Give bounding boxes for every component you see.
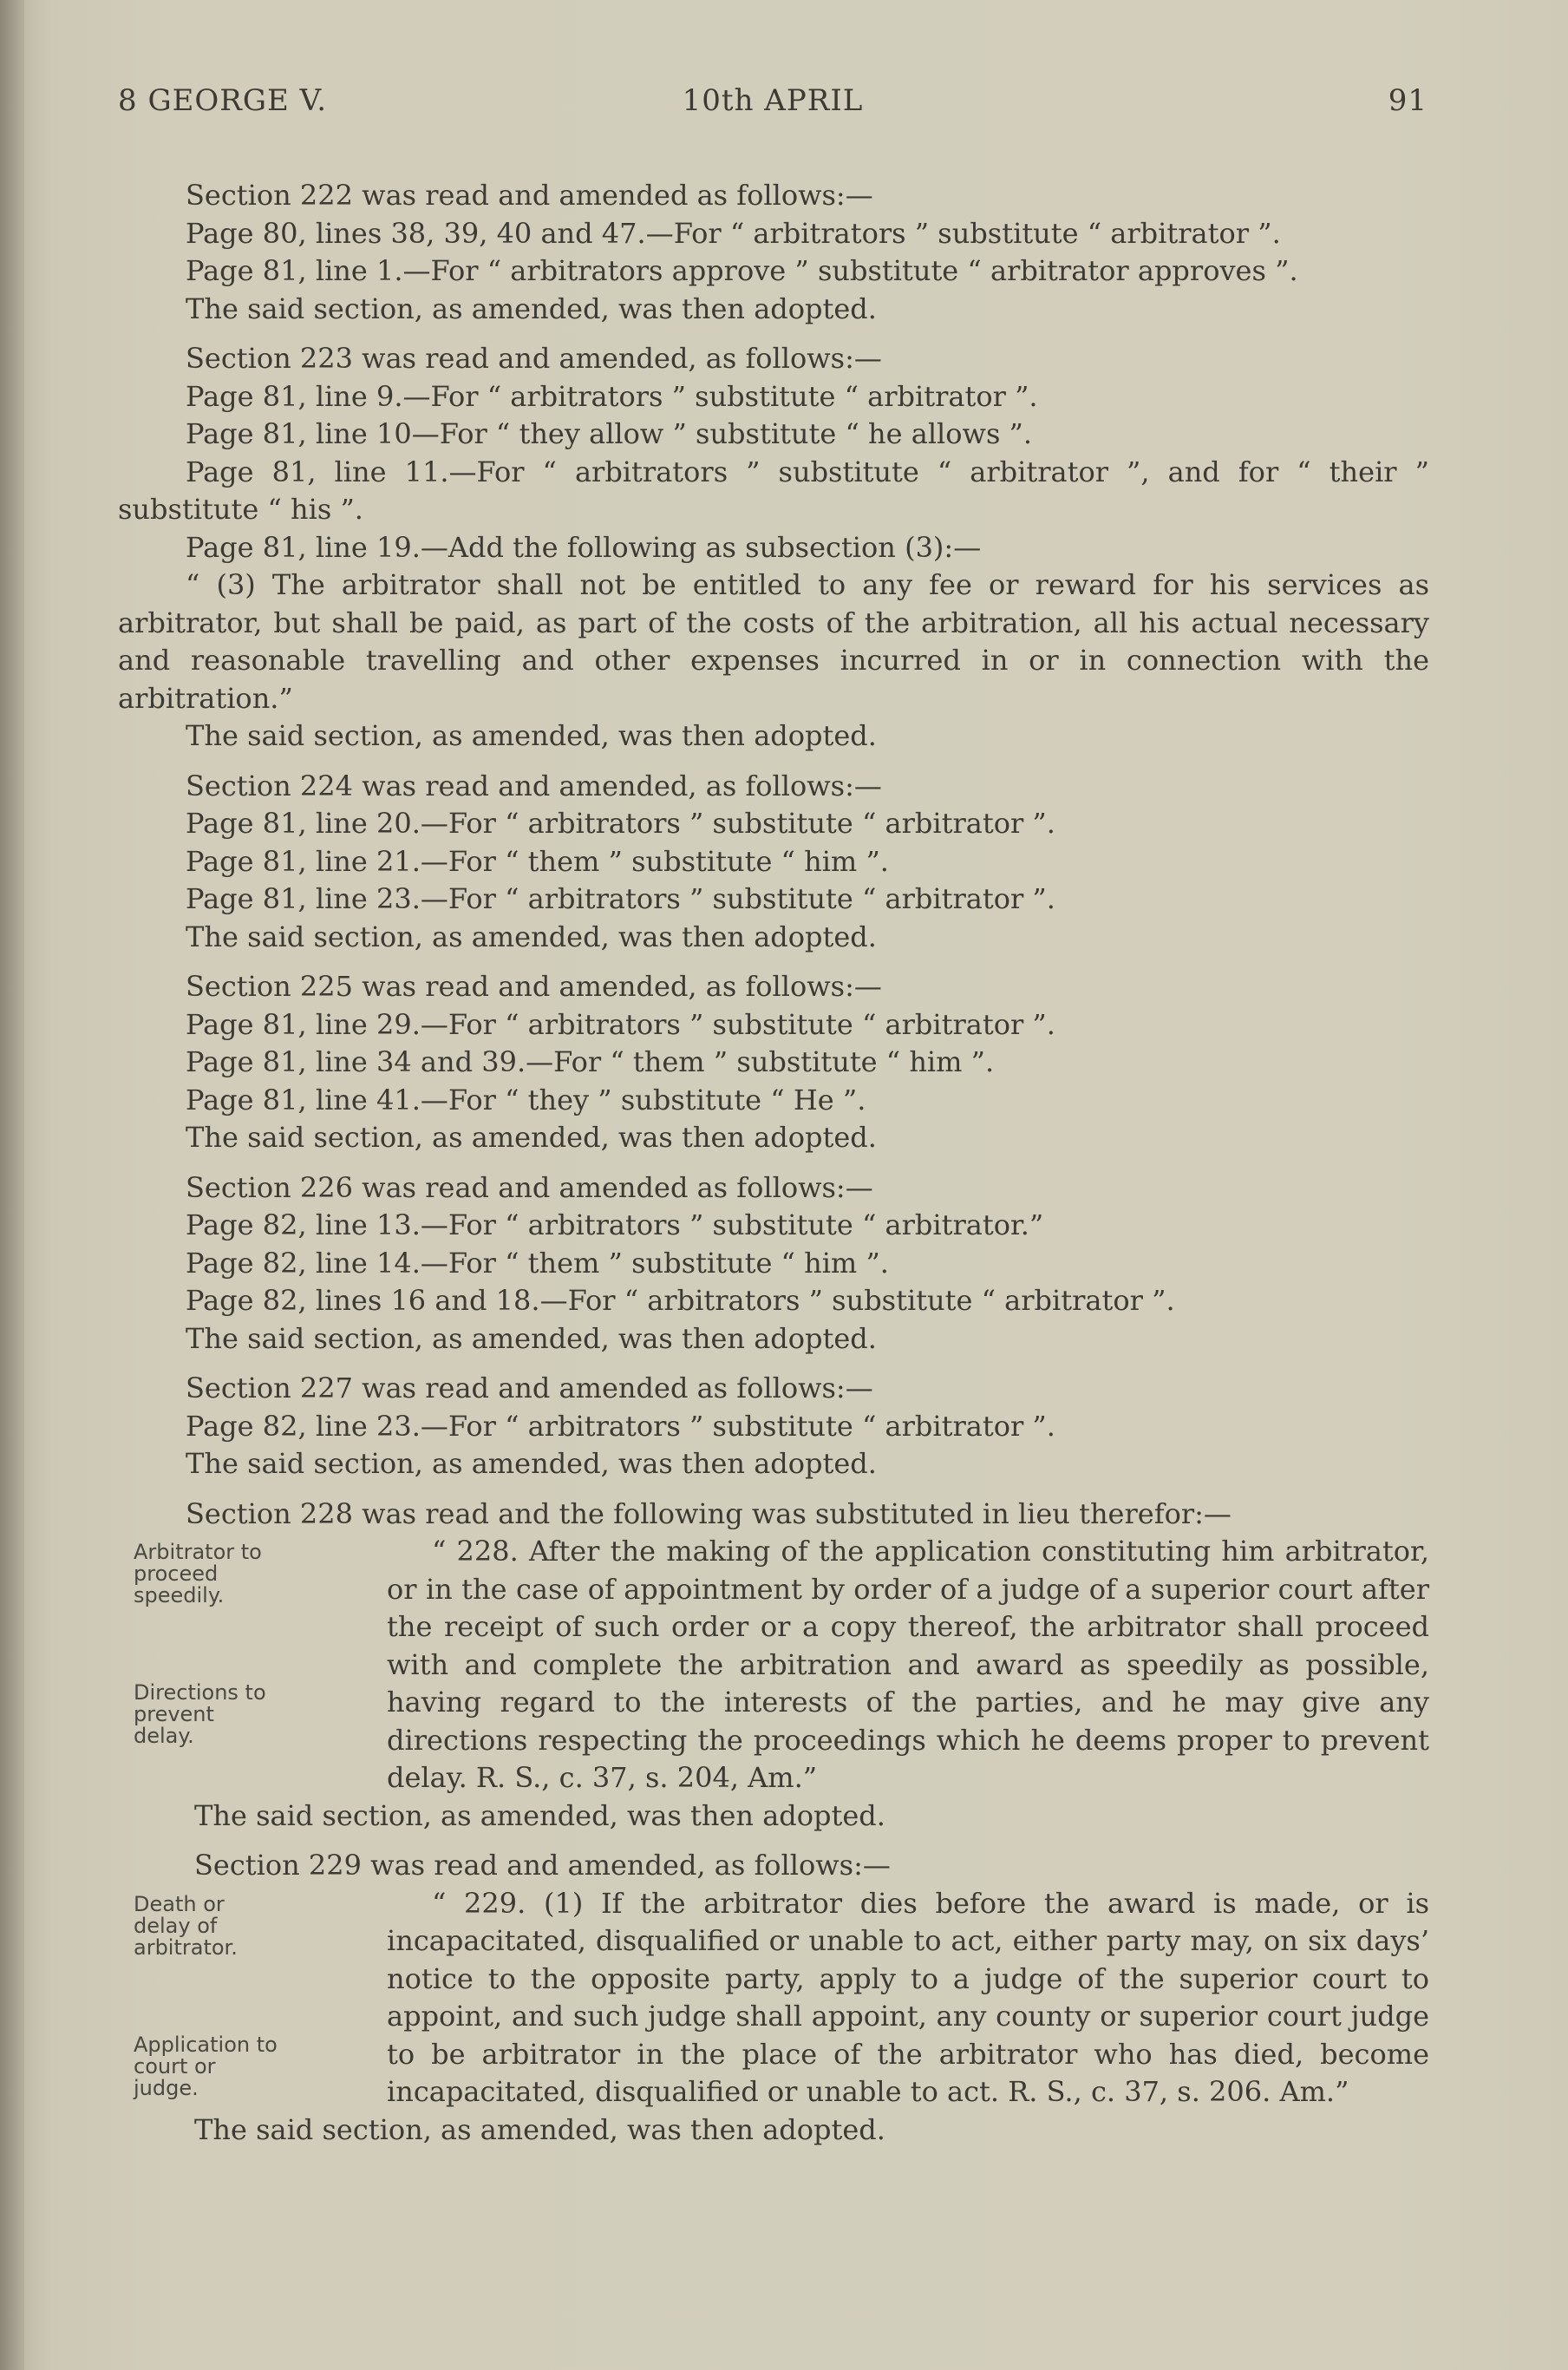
header-regnal-year: 8 GEORGE V. [118,83,328,118]
section-228-block [118,1533,1429,1797]
section-229-intro: Section 229 was read and amended, as follows:— [194,1849,891,1882]
section-228-substituted-text: “ 228. After the making of the application constituting him arbitrator, or in the case of appointment by order of a judge of a superior court after the receipt of such order or a copy thereof, the arbitrator shall proceed with and complete the arbitration and award as speedily as possible, having regard to the interests of the parties, and he may give any directions respecting the proceedings which he deems proper to prevent delay. R. S., c. 37, s. 204, Am.” [387,1535,1429,1794]
running-header [118,83,1428,127]
page-body [118,177,1429,2149]
section-223-amendment: Page 81, line 9.—For “ arbitrators ” substitute “ arbitrator ”. [186,379,1038,413]
section-226-amendment: Page 82, line 13.—For “ arbitrators ” substitute “ arbitrator.” [186,1208,1044,1241]
section-224-amendment: Page 81, line 23.—For “ arbitrators ” substitute “ arbitrator ”. [186,882,1055,915]
header-date: 10th APRIL [682,83,864,118]
section-223-amendment: Page 81, line 10—For “ they allow ” substitute “ he allows ”. [186,417,1033,450]
section-224-adopted: The said section, as amended, was then adopted. [186,920,877,953]
section-224-amendment: Page 81, line 21.—For “ them ” substitute “ him ”. [186,844,889,878]
section-226-amendment: Page 82, line 14.—For “ them ” substitute “ him ”. [186,1246,889,1280]
section-226-adopted: The said section, as amended, was then adopted. [186,1321,877,1355]
section-228-intro: Section 228 was read and the following was substituted in lieu therefor:— [186,1496,1232,1530]
marginal-note: Arbitrator to proceed speedily. [134,1540,262,1607]
marginal-note: Application to court or judge. [134,2032,278,2100]
section-223-intro: Section 223 was read and amended, as follows:— [186,342,882,375]
section-223-amendment: Page 81, line 19.—Add the following as subsection (3):— [186,530,982,564]
section-226-intro: Section 226 was read and amended as follows:— [186,1170,873,1204]
section-223-amendment: Page 81, line 11.—For “ arbitrators ” substitute “ arbitrator ”, and for “ their ” substitute “ his ”. [118,455,1429,526]
page-number: 91 [1388,83,1428,118]
section-225-intro: Section 225 was read and amended, as follows:— [186,970,882,1003]
section-229-adopted: The said section, as amended, was then adopted. [194,2112,885,2146]
section-227-amendment: Page 82, line 23.—For “ arbitrators ” substitute “ arbitrator ”. [186,1409,1055,1443]
section-225-amendment: Page 81, line 34 and 39.—For “ them ” substitute “ him ”. [186,1045,995,1078]
section-222-amendment: Page 80, lines 38, 39, 40 and 47.—For “ arbitrators ” substitute “ arbitrator ”. [186,216,1281,250]
section-223-subsection-quote: “ (3) The arbitrator shall not be entitled to any fee or reward for his services as arbitrator, but shall be paid, as part of the costs of the arbitration, all his actual necessary and reasonable travelling and other expenses incurred in or in connection with the arbitration.” [118,568,1429,715]
section-222-amendment: Page 81, line 1.—For “ arbitrators approve ” substitute “ arbitrator approves ”. [186,254,1298,287]
section-225-amendment: Page 81, line 41.—For “ they ” substitute “ He ”. [186,1083,866,1116]
section-226-amendment: Page 82, lines 16 and 18.—For “ arbitrators ” substitute “ arbitrator ”. [186,1284,1175,1317]
section-223-adopted: The said section, as amended, was then adopted. [186,719,877,752]
page-spine-shadow [0,0,24,2370]
section-227-adopted: The said section, as amended, was then adopted. [186,1447,877,1480]
section-228-adopted: The said section, as amended, was then adopted. [194,1798,885,1832]
section-225-amendment: Page 81, line 29.—For “ arbitrators ” substitute “ arbitrator ”. [186,1007,1055,1041]
section-229-amended-text: “ 229. (1) If the arbitrator dies before the award is made, or is incapacitated, disqualified or unable to act, either party may, on six days’ notice to the opposite party, apply to a judge of the superior court to appoint, and such judge shall appoint, any county or superior court judge to be arbitrator in the place of the arbitrator who has died, become incapacitated, disqualified or unable to act. R. S., c. 37, s. 206. Am.” [387,1886,1429,2108]
marginal-note: Directions to prevent delay. [134,1680,266,1748]
section-224-amendment: Page 81, line 20.—For “ arbitrators ” substitute “ arbitrator ”. [186,807,1055,840]
section-225-adopted: The said section, as amended, was then adopted. [186,1121,877,1154]
section-229-block [118,1885,1429,2111]
marginal-note: Death or delay of arbitrator. [134,1891,238,1960]
section-222-adopted: The said section, as amended, was then adopted. [186,291,877,325]
section-222-intro: Section 222 was read and amended as follows:— [186,179,873,212]
section-224-intro: Section 224 was read and amended, as follows:— [186,769,882,802]
section-227-intro: Section 227 was read and amended as follows:— [186,1372,873,1404]
